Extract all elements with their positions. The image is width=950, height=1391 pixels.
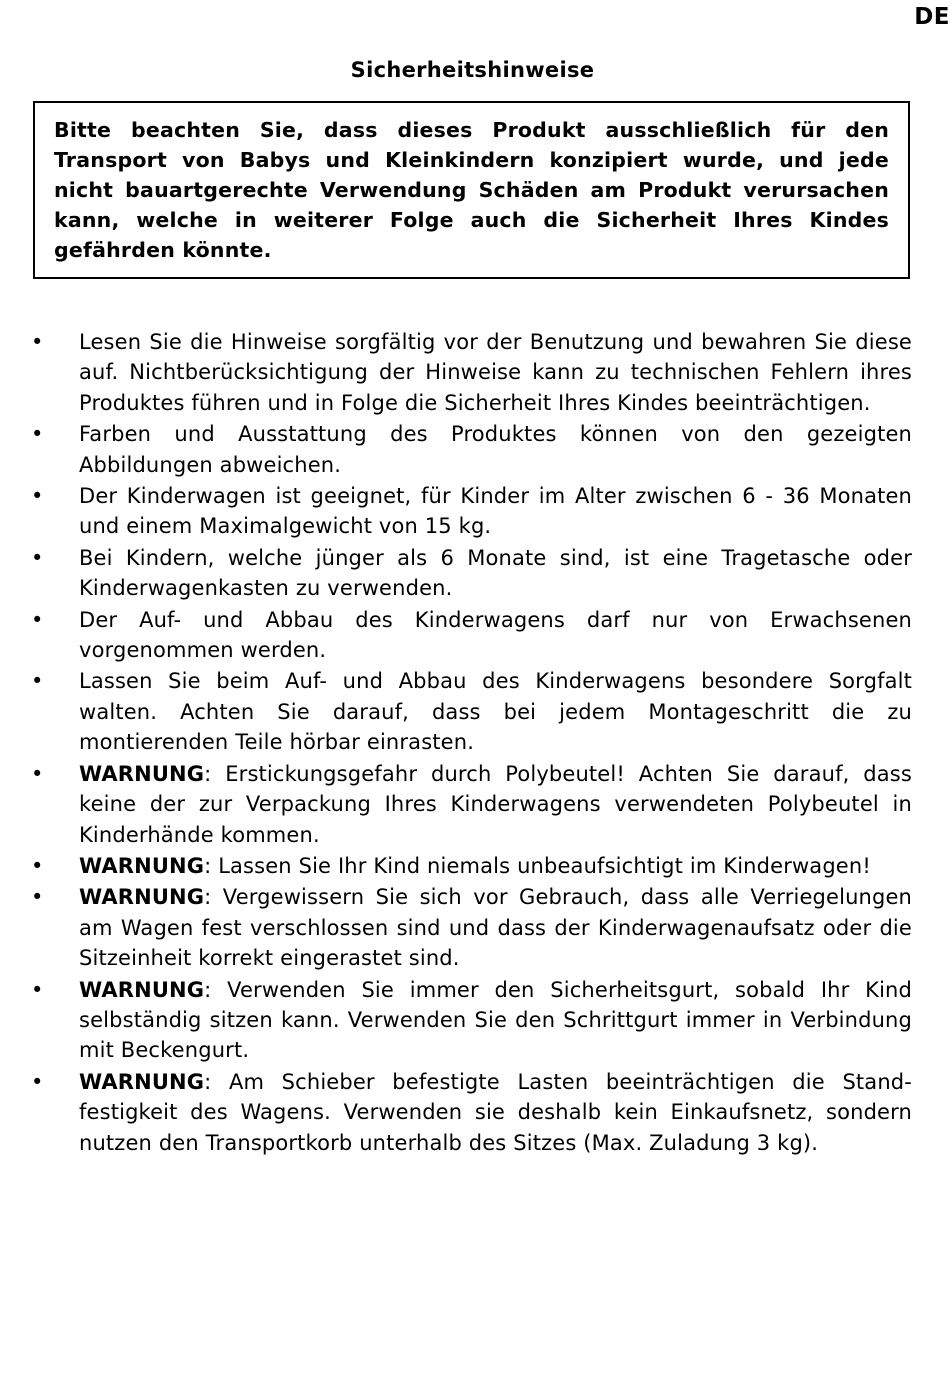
list-item-text: Bei Kindern, welche jünger als 6 Monate sind, ist eine Tragetasche oder Kinderwagenkasten zu verwenden.: [79, 545, 912, 601]
list-item-text: : Am Schieber befestigte Lasten beeinträchtigen die Stand-festigkeit des Wagens. Verwenden sie deshalb kein Einkaufsnetz, sondern nutzen den Transportkorb unterhalb des Sitzes (Max. Zuladung 3 kg).: [79, 1069, 912, 1155]
bullet-icon: •: [31, 484, 44, 509]
list-item-text: Lesen Sie die Hinweise sorgfältig vor der Benutzung und bewahren Sie diese auf. Nichtberücksichtigung der Hinweise kann zu technischen Fehlern ihres Produktes führen und in Folge die Sicherheit Ihres Kindes beeinträchtigen.: [79, 330, 912, 415]
language-code: DE: [914, 4, 950, 30]
safety-instructions-list: [0, 327, 912, 1159]
list-item-text: : Vergewissern Sie sich vor Gebrauch, dass alle Verriegelungen am Wagen fest verschlossen sind und dass der Kinderwagenaufsatz oder die Sitzeinheit korrekt eingerastet sind.: [79, 885, 912, 971]
warning-label: WARNUNG: [79, 1069, 205, 1094]
page-title: Sicherheitshinweise: [350, 58, 595, 82]
list-item: [0, 481, 912, 542]
list-item-text: Lassen Sie beim Auf- und Abbau des Kinderwagens besondere Sorgfalt walten. Achten Sie darauf, dass bei jedem Montageschritt die zu montierenden Teile hörbar einrasten.: [79, 669, 912, 755]
bullet-icon: •: [31, 885, 44, 910]
list-item: [0, 882, 912, 973]
list-item-text: : Verwenden Sie immer den Sicherheitsgurt, sobald Ihr Kind selbständig sitzen kann. Verwenden Sie den Schrittgurt immer in Verbindung mit Beckengurt.: [79, 977, 912, 1063]
list-item-text: : Erstickungsgefahr durch Polybeutel! Achten Sie darauf, dass keine der zur Verpackung Ihres Kinderwagens verwendeten Polybeutel in Kinderhände kommen.: [79, 761, 912, 847]
warning-label: WARNUNG: [79, 885, 205, 910]
bullet-icon: •: [31, 607, 44, 632]
list-item: [0, 543, 912, 604]
warning-label: WARNUNG: [79, 853, 205, 878]
list-item: [0, 851, 912, 881]
bullet-icon: •: [31, 977, 44, 1002]
list-item: [0, 419, 912, 480]
bullet-icon: •: [31, 545, 44, 570]
bullet-icon: •: [31, 669, 44, 694]
list-item: [0, 1067, 912, 1158]
bullet-icon: •: [31, 761, 44, 786]
warning-label: WARNUNG: [79, 761, 205, 786]
notice-box: [33, 101, 910, 279]
bullet-icon: •: [31, 330, 44, 354]
list-item: [0, 327, 912, 418]
warning-label: WARNUNG: [79, 977, 205, 1002]
list-item-text: : Lassen Sie Ihr Kind niemals unbeaufsichtigt im Kinderwagen!: [204, 853, 871, 878]
list-item-text: Der Kinderwagen ist geeignet, für Kinder im Alter zwischen 6 - 36 Monaten und einem Maximalgewicht von 15 kg.: [79, 484, 912, 539]
list-item-text: Farben und Ausstattung des Produktes können von den gezeigten Abbildungen abweichen.: [79, 422, 912, 477]
list-item: [0, 759, 912, 850]
notice-text: Bitte beachten Sie, dass dieses Produkt ausschließlich für den Transport von Babys und Kleinkindern konzipiert wurde, und jede nicht bauartgerechte Verwendung Schäden am Produkt verursachen kann, welche in weiterer Folge auch die Sicherheit Ihres Kindes gefährden könnte.: [54, 118, 889, 262]
bullet-icon: •: [31, 422, 44, 447]
bullet-icon: •: [31, 1069, 44, 1094]
list-item-text: Der Auf- und Abbau des Kinderwagens darf nur von Erwachsenen vorgenommen werden.: [79, 607, 912, 663]
list-item: [0, 666, 912, 757]
list-item: [0, 605, 912, 666]
list-item: [0, 975, 912, 1066]
bullet-icon: •: [31, 853, 44, 878]
